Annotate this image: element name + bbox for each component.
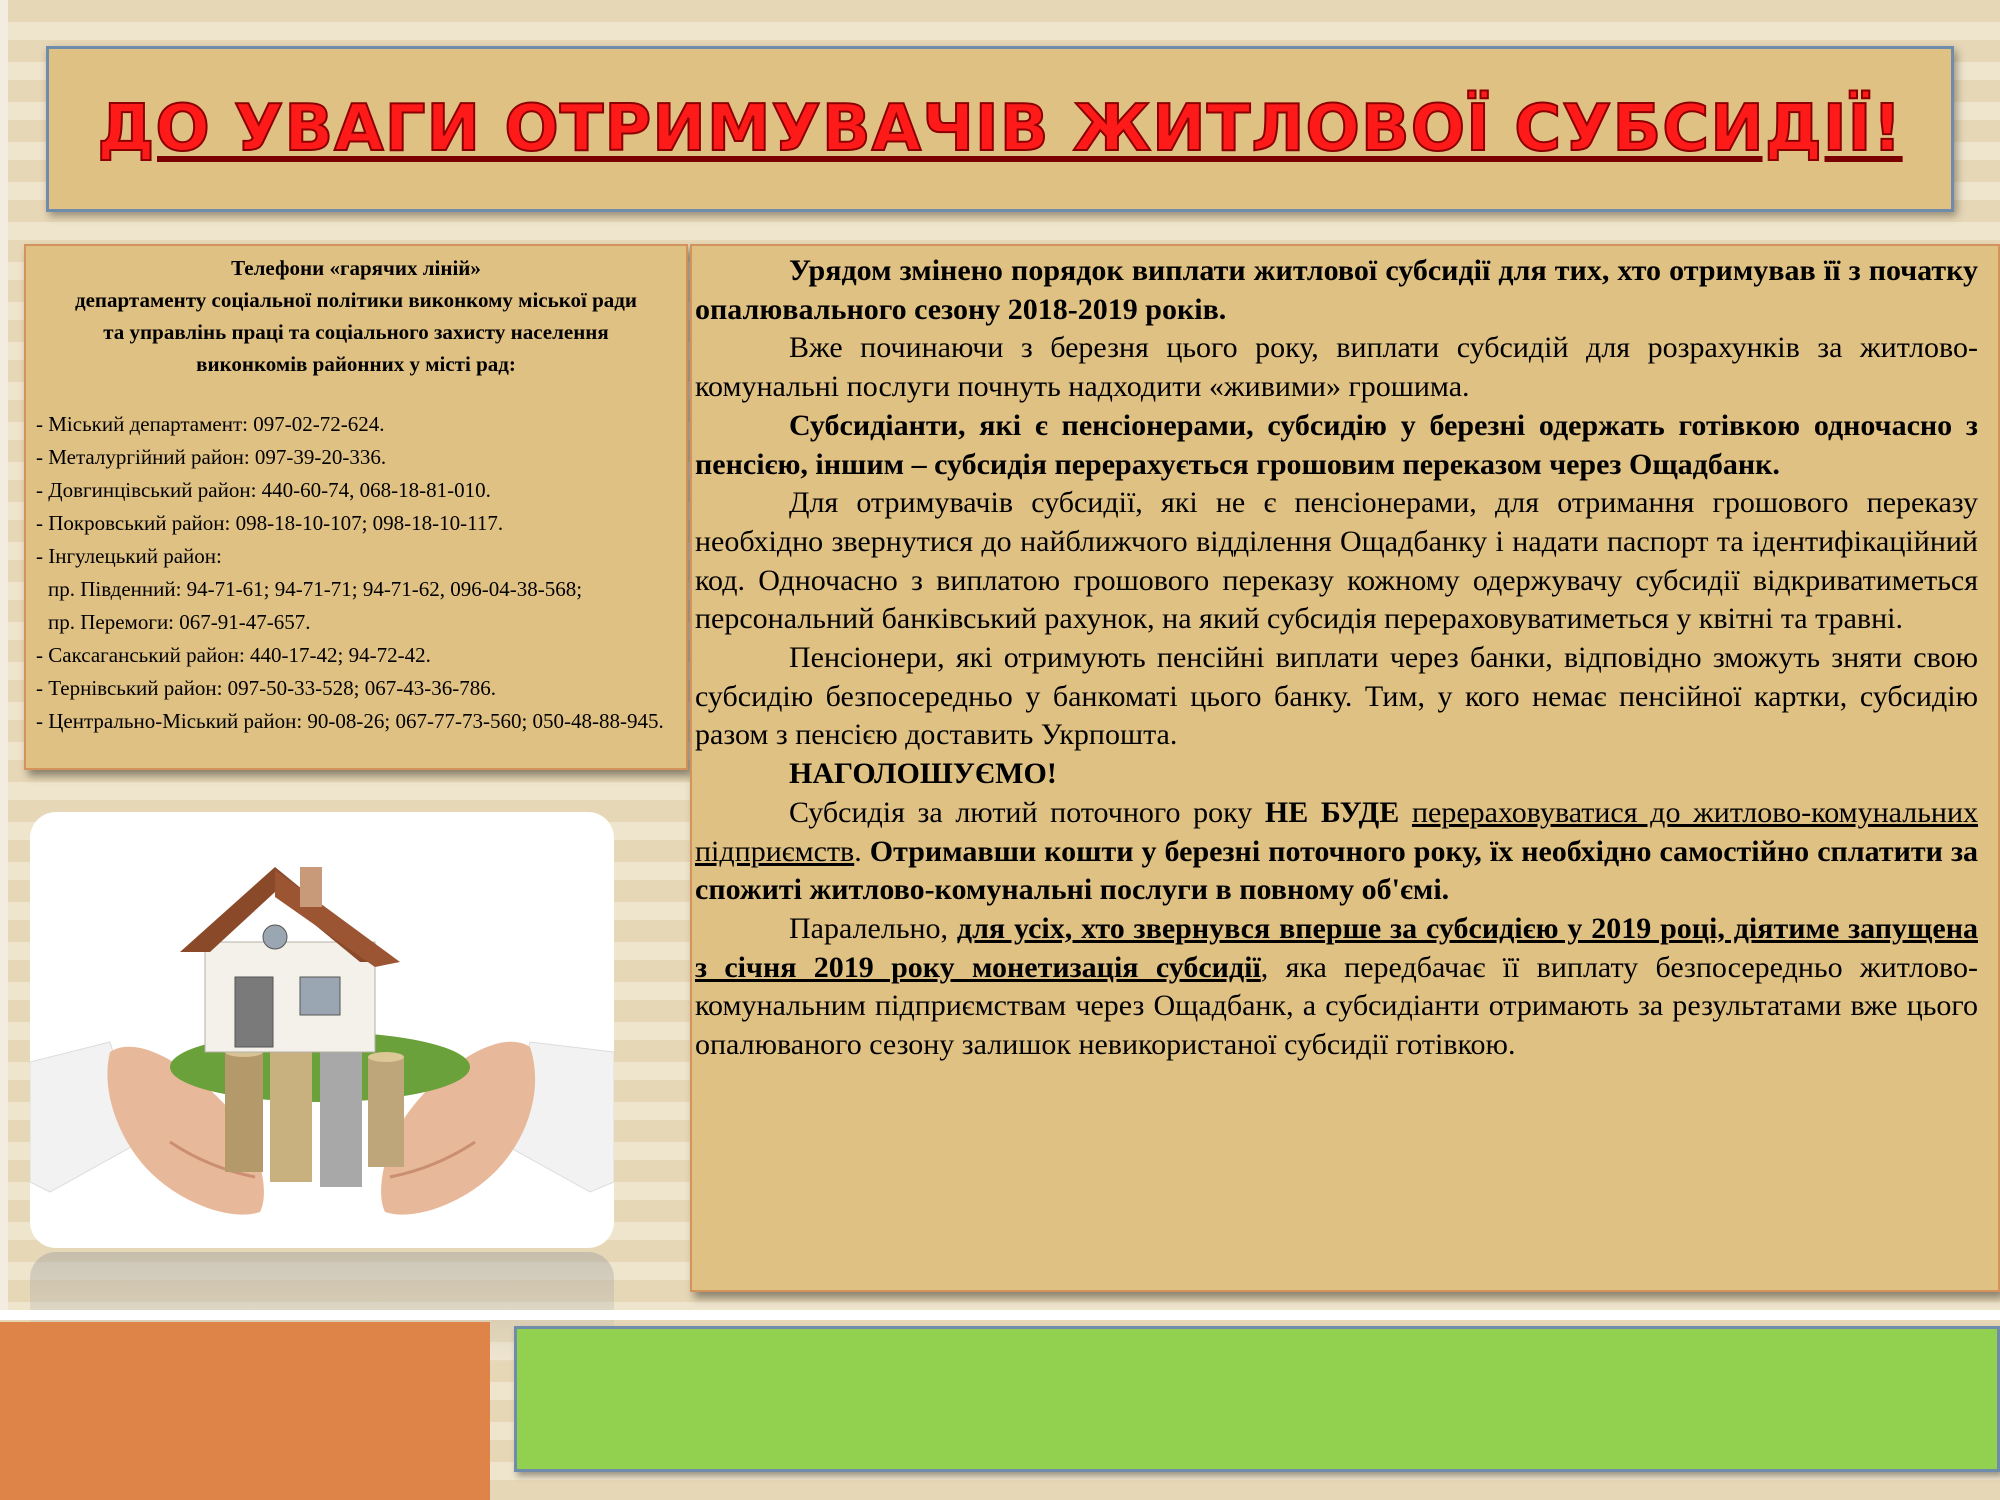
text-run-bold-underlined: для усіх, хто звернувся вперше за субсидією у 2019 році, діятиме запущена з січня 2019 року монетизація субсидії: [695, 911, 1978, 984]
text-run: .: [854, 834, 870, 868]
article-paragraph: Урядом змінено порядок виплати житлової субсидії для тих, хто отримував її з початку опалювального сезону 2018-2019 років.: [695, 254, 1978, 326]
footer-divider: [0, 1310, 2000, 1320]
text-run: Паралельно,: [789, 911, 957, 945]
hotline-item: - Інгулецький район:: [36, 544, 222, 568]
page-title: ДО УВАГИ ОТРИМУВАЧІВ ЖИТЛОВОЇ СУБСИДІЇ!: [97, 92, 1903, 166]
hotlines-heading-line: виконкомів районних у місті рад:: [196, 352, 516, 376]
hotline-item: - Покровський район: 098-18-10-107; 098-18-10-117.: [36, 511, 504, 535]
article-emphasis-heading: НАГОЛОШУЄМО!: [789, 757, 1057, 791]
hotline-item: пр. Перемоги: 067-91-47-657.: [48, 610, 311, 634]
hotlines-heading: [36, 252, 676, 380]
article-paragraph: [695, 794, 1978, 910]
article-paragraph: Субсидіанти, які є пенсіонерами, субсидію у березні одержать готівкою одночасно з пенсією, іншим – субсидія перерахується грошовим переказом через Ощадбанк.: [695, 408, 1978, 481]
hotline-item: - Центрально-Міський район: 90-08-26; 067-77-73-560; 050-48-88-945.: [36, 709, 664, 733]
text-run-bold: НЕ БУДЕ: [1264, 795, 1400, 829]
house-in-hands-illustration: [30, 812, 614, 1248]
hotline-item: - Саксаганський район: 440-17-42; 94-72-42.: [36, 643, 431, 667]
hotline-item: - Довгинцівський район: 440-60-74, 068-18-81-010.: [36, 478, 491, 502]
footer-orange-block: [0, 1322, 490, 1500]
hotlines-heading-line: та управлінь праці та соціального захисту населення: [103, 320, 609, 344]
title-banner: [46, 46, 1954, 212]
hotlines-heading-line: департаменту соціальної політики виконкому міської ради: [74, 288, 638, 312]
hotline-item: - Міський департамент: 097-02-72-624.: [36, 412, 385, 436]
text-run-bold: Отримавши кошти у березні поточного року, їх необхідно самостійно сплатити за спожиті житлово-комунальні послуги в повному об'ємі.: [695, 834, 1979, 907]
article-panel: [690, 244, 2000, 1292]
text-run-underlined: перераховуватися до житлово-комунальних підприємств: [695, 795, 1979, 868]
hotline-item: пр. Південний: 94-71-61; 94-71-71; 94-71-62, 096-04-38-568;: [48, 577, 583, 601]
hotlines-panel: [24, 244, 688, 770]
footer-green-block: [514, 1326, 2000, 1472]
hotline-item: - Металургійний район: 097-39-20-336.: [36, 445, 387, 469]
hotlines-list: [36, 408, 676, 738]
left-edge-strip: [0, 0, 8, 1320]
text-run: Субсидія за лютий поточного року: [789, 795, 1265, 829]
article-paragraph: Для отримувачів субсидії, які не є пенсіонерами, для отримання грошового переказу необхідно звернутися до найближчого відділення Ощадбанку і надати паспорт та ідентифікаційний код. Одночасно з виплатою грошового переказу кожному одержувачу субсидії відкриватиметься персональний банківський рахунок, на який субсидія перераховуватиметься у квітні та травні.: [695, 486, 1978, 636]
article-paragraph: Вже починаючи з березня цього року, виплати субсидій для розрахунків за житлово-комунальні послуги почнуть надходити «живими» грошима.: [695, 331, 1978, 404]
hotline-item: - Тернівський район: 097-50-33-528; 067-43-36-786.: [36, 676, 496, 700]
text-run: [1399, 796, 1412, 829]
text-run: , яка передбачає її виплату безпосередньо житлово-комунальним підприємствам через Ощадбанк, а субсидіанти отримають за результатами вже цього опалюваного сезону залишок невикористаної субсидії готівкою.: [695, 950, 1978, 1062]
hotlines-heading-line: Телефони «гарячих ліній»: [231, 256, 481, 280]
article-paragraph: [695, 910, 1978, 1065]
house-coins-photo: [30, 812, 614, 1248]
article-paragraph: Пенсіонери, які отримують пенсійні виплати через банки, відповідно зможуть зняти свою субсидію безпосередньо у банкоматі цього банку. Тим, у кого немає пенсійної картки, субсидію разом з пенсією доставить Укрпошта.: [695, 641, 1978, 752]
